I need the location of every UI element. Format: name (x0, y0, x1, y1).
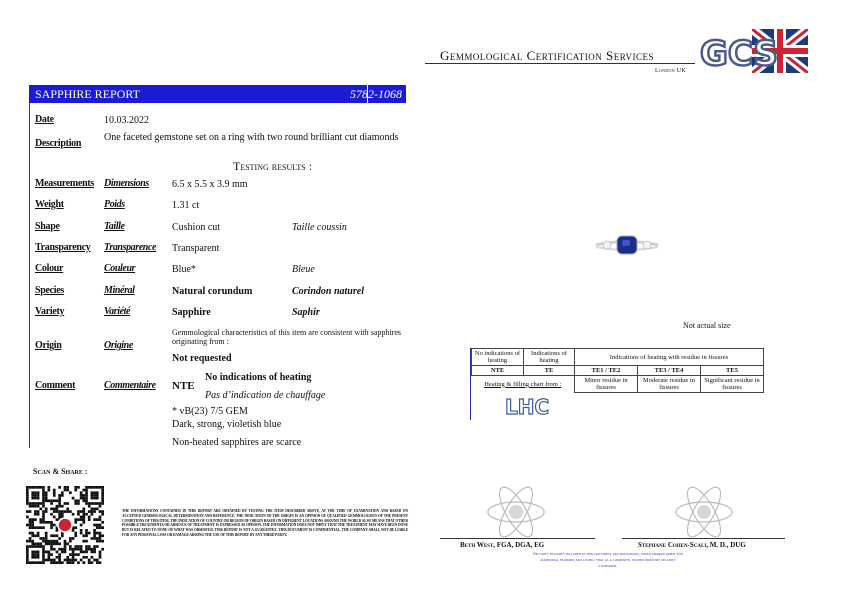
row-value: Transparent (172, 243, 220, 254)
row-label-fr: Minéral (104, 285, 135, 296)
company-underline (425, 63, 695, 64)
row-label: Colour (35, 263, 64, 274)
atom-seal-icon (672, 480, 736, 544)
scan-share-label: Scan & Share : (33, 467, 88, 476)
row-label-fr: Dimensions (104, 178, 149, 189)
signature-line (440, 538, 595, 539)
heading-te: Indications of heating (524, 349, 575, 366)
row-label-fr: Variété (104, 306, 131, 317)
signature-line (622, 538, 785, 539)
date-label: Date (35, 114, 54, 125)
code-cell: TE (524, 366, 575, 376)
row-label: Shape (35, 221, 60, 232)
logo-lettering: GCS (700, 34, 778, 74)
comment-line: * vB(23) 7/5 GEM (172, 406, 248, 417)
code-cell: NTE (472, 366, 524, 376)
row-label: Species (35, 285, 65, 296)
report-number: 5782-1068 (350, 87, 402, 101)
lhc-lettering: LHC (505, 395, 550, 419)
row-value: 6.5 x 5.5 x 3.9 mm (172, 179, 248, 190)
security-note: Security features included in this document are holograms, water marked paper and additional features not listed, that as a composite, exceed industry security standards. (533, 551, 683, 568)
row-value: 1.31 ct (172, 200, 200, 211)
row-label: Weight (35, 199, 64, 210)
qr-code[interactable] (26, 486, 104, 564)
gcs-flag-logo (698, 27, 808, 75)
residue-cell: Moderate residue in fissures (638, 376, 701, 393)
row-label-fr: Couleur (104, 263, 136, 274)
row-value-fr: Bleue (292, 264, 315, 275)
code-cell: TE5 (701, 366, 764, 376)
heating-table (471, 348, 764, 393)
row-value-fr: Taille coussin (292, 222, 347, 233)
comment-label-fr: Commentaire (104, 380, 156, 391)
row-value: Natural corundum (172, 286, 253, 297)
comment-code: NTE (172, 380, 195, 392)
origin-value: Not requested (172, 353, 232, 364)
comment-line: Dark, strong, violetish blue (172, 419, 282, 430)
date-value: 10.03.2022 (104, 115, 149, 126)
signatory-name: Stephane Cohen-Scali, M. D., DUG (638, 541, 746, 549)
comment-label: Comment (35, 380, 76, 391)
report-banner (29, 85, 406, 103)
row-label: Variety (35, 306, 65, 317)
row-label: Measurements (35, 178, 94, 189)
lhc-logo (503, 393, 550, 419)
row-value: Sapphire (172, 307, 211, 318)
signatory-name: Beth West, FGA, DGA, EG (460, 541, 545, 549)
disclaimer-text: THE INFORMATIONS CONTAINED IN THIS REPORT ARE OBTAINED BY TESTING THE ITEM DESCRIBED ABOVE, AT THE TIME OF EXAMINATION AND BASED ON ACCEPTED GEMMOLOGICAL DETERMINATION AND REFERENCE. THE INDICATION OF THE ORIGIN IS AN OPINION OF QUALIFIED GEMMOLOGISTS OF THE PRESENT CONDITIONS OF THIS ITEM. THE INDICATION OF COUNTRY OR REGION OF ORIGIN BASED ON DIFFERENT LOCATIONS AROUND THE WORLD ALSO MEANS THAT OTHER POSSIBLE TREATMENTS OR ABSENCE OF TREATMENT IS EXPRESSED AS OPINION. THE INFORMATION DOES NOT IMPLY THAT THE TREATMENT MAY HAVE BEEN DONE BUT IS RELATED TO NONE OF WHAT WAS OBSERVED. THIS REPORT IS NOT A GUARANTEE. THIS DOCUMENT IS CONFIDENTIAL. THE COMPANY SHALL NOT BE LIABLE FOR ANY PERSONAL LOSS OR DAMAGE ARISING THE USE OF THIS REPORT BY ANY THIRD PARTY. (122, 509, 408, 537)
row-value: Cushion cut (172, 222, 221, 233)
ring-photo (594, 234, 660, 256)
row-label-fr: Taille (104, 221, 125, 232)
origin-text: Gemmological characteristics of this item are consistent with sapphires originating from : (172, 328, 401, 346)
origin-label-fr: Origine (104, 340, 133, 351)
row-value-fr: Saphir (292, 307, 320, 318)
residue-cell: Significant residue in fissures (701, 376, 764, 393)
chart-source-label: Heating & filling chart from : (484, 380, 562, 388)
origin-label: Origin (35, 340, 62, 351)
row-label: Transparency (35, 242, 91, 253)
code-cell: TE1 / TE2 (575, 366, 638, 376)
heading-fissures: Indications of heating with residue in fissures (575, 349, 764, 366)
atom-seal-icon (484, 480, 548, 544)
residue-cell: Minor residue in fissures (575, 376, 638, 393)
row-label-fr: Poids (104, 199, 125, 210)
comment-value-fr: Pas d’indication de chauffage (205, 390, 326, 401)
comment-line: Non-heated sapphires are scarce (172, 437, 302, 448)
row-value: Blue* (172, 264, 196, 275)
description-label: Description (35, 138, 82, 149)
left-rule (29, 103, 30, 448)
row-label-fr: Transparence (104, 242, 157, 253)
company-location: London UK (655, 68, 686, 74)
heading-nte: No indications of heating (472, 349, 524, 366)
testing-results-heading: Testing results : (233, 159, 313, 173)
report-title: SAPPHIRE REPORT (35, 87, 140, 101)
company-name: Gemmological Certification Services (440, 48, 655, 63)
description-value: One faceted gemstone set on a ring with two round brilliant cut diamonds (104, 132, 399, 143)
not-actual-size-note: Not actual size (683, 321, 731, 330)
row-value-fr: Corindon naturel (292, 286, 364, 297)
code-cell: TE3 / TE4 (638, 366, 701, 376)
comment-value: No indications of heating (205, 372, 312, 383)
